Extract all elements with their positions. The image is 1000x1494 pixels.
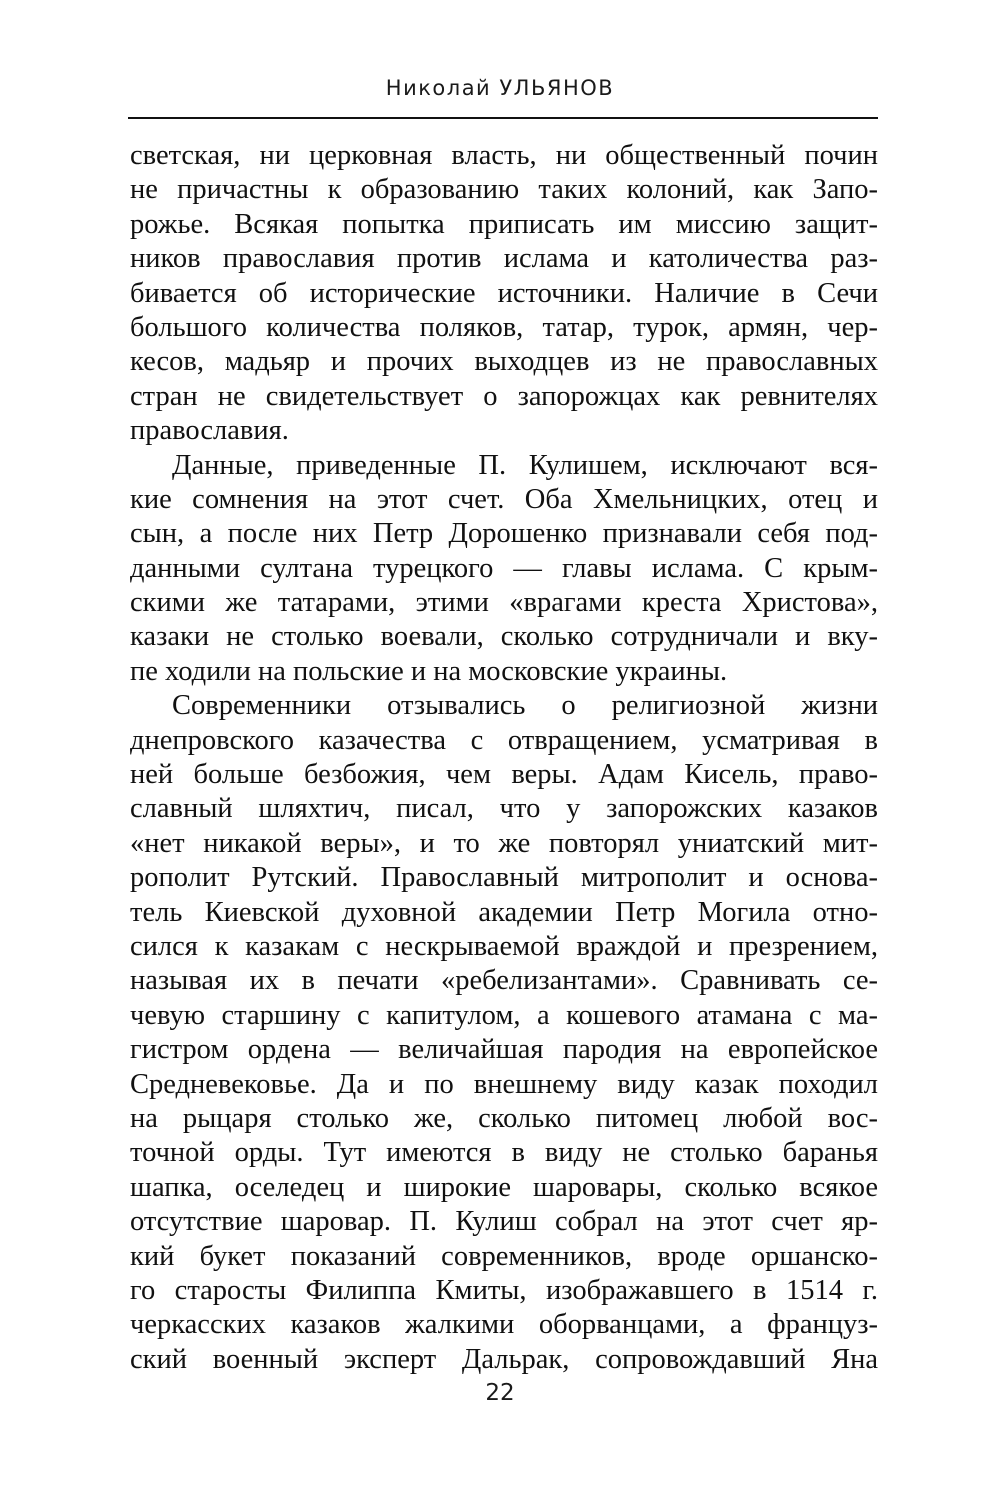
text-line: светская, ни церковная власть, ни общественный почин [130,140,878,171]
text-line: казаки не столько воевали, сколько сотрудничали и вку- [130,621,878,653]
text-line: скими же татарами, этими «врагами креста Христова», [130,587,878,619]
text-line: славный шляхтич, писал, что у запорожских казаков [130,793,878,825]
text-line: Современники отзывались о религиозной жизни [172,690,878,722]
text-line: Данные, приведенные П. Кулишем, исключают вся- [172,449,878,481]
text-line: рожье. Всякая попытка приписать им миссию защит- [130,208,878,240]
text-line: ский военный эксперт Дальрак, сопровождавший Яна [130,1343,878,1375]
text-line: го старосты Филиппа Кмиты, изображавшего в 1514 г. [130,1274,878,1306]
running-head-author: Николай УЛЬЯНОВ [385,76,615,100]
text-line: бивается об исторические источники. Наличие в Сечи [130,277,878,309]
text-line: точной орды. Тут имеются в виду не столько баранья [130,1137,878,1169]
text-line: кесов, мадьяр и прочих выходцев из не православных [130,346,878,378]
text-line: ней больше безбожия, чем веры. Адам Кисель, право- [130,759,878,791]
body-text [130,139,878,1377]
page-number: 22 [485,1380,515,1406]
text-line: православия. [130,415,289,447]
text-line: не причастны к образованию таких колоний, как Запо- [130,174,878,206]
text-line: сился к казакам с нескрываемой враждой и презрением, [130,930,878,962]
text-line: тель Киевской духовной академии Петр Могила отно- [130,896,878,928]
text-line: называя их в печати «ребелизантами». Сравнивать се- [130,965,878,997]
text-line: кий букет показаний современников, вроде оршанско- [130,1240,878,1272]
text-line: отсутствие шаровар. П. Кулиш собрал на этот счет яр- [130,1206,878,1238]
text-line: «нет никакой веры», и то же повторял униатский мит- [130,827,878,859]
text-line: днепровского казачества с отвращением, усматривая в [130,724,878,756]
text-line: чевую старшину с капитулом, а кошевого атамана с ма- [130,999,878,1031]
text-line: стран не свидетельствует о запорожцах как ревнителях [130,380,878,412]
text-line: пе ходили на польские и на московские украины. [130,655,728,687]
text-line: Средневековье. Да и по внешнему виду казак походил [130,1068,878,1100]
text-line: черкасских казаков жалкими оборванцами, а француз- [130,1309,878,1341]
text-line: кие сомнения на этот счет. Оба Хмельницких, отец и [130,483,878,515]
header-rule [128,117,878,119]
text-line: данными султана турецкого — главы ислама. С крым- [130,552,878,584]
text-line: ников православия против ислама и католичества раз- [130,243,878,275]
text-line: на рыцаря столько же, сколько питомец любой вос- [130,1102,878,1134]
text-line: рополит Рутский. Православный митрополит и основа- [130,862,878,894]
text-line: большого количества поляков, татар, турок, армян, чер- [130,311,878,343]
text-line: шапка, оселедец и широкие шаровары, сколько всякое [130,1171,878,1203]
text-line: гистром ордена — величайшая пародия на европейское [130,1034,878,1066]
text-line: сын, а после них Петр Дорошенко признавали себя под- [130,518,878,550]
